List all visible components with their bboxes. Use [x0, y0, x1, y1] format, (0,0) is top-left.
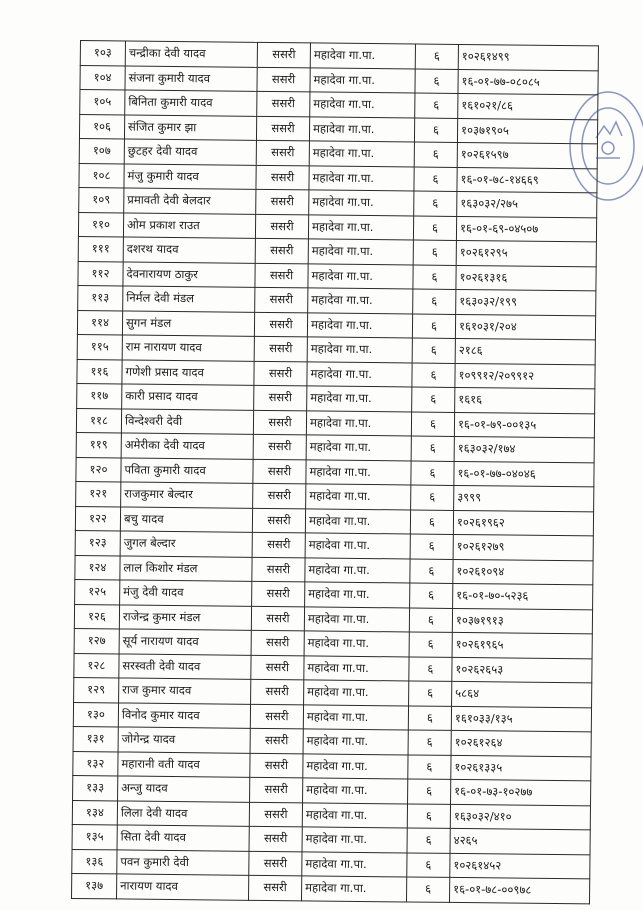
- ward-cell: ६: [411, 436, 454, 461]
- name-cell: सिता देवी यादव: [117, 825, 249, 851]
- ward-cell: ६: [414, 142, 457, 167]
- ward-cell: ६: [412, 362, 455, 387]
- name-cell: मंजु देवी यादव: [120, 580, 252, 606]
- district-cell: ससरी: [251, 679, 304, 704]
- id-number-cell: ४२६५: [450, 828, 590, 854]
- serial-number-cell: १३२: [73, 751, 118, 776]
- name-cell: राम नारायण यादव: [122, 335, 254, 361]
- ward-cell: ६: [415, 44, 458, 69]
- serial-number-cell: १३१: [73, 726, 118, 751]
- ward-cell: ६: [409, 632, 452, 657]
- id-number-cell: १०२६१५९७: [457, 142, 597, 168]
- id-number-cell: १०२६१२७९: [453, 534, 593, 560]
- name-cell: गणेशी प्रसाद यादव: [122, 359, 254, 385]
- id-number-cell: १०२६१२६४: [451, 730, 591, 756]
- municipality-cell: महादेवा गा.पा.: [302, 827, 407, 853]
- serial-number-cell: १२७: [74, 628, 119, 653]
- name-cell: छुटहर देवी यादव: [124, 139, 256, 165]
- id-number-cell: १६-०१-७८-००९७८: [449, 877, 589, 903]
- name-cell: देवनारायण ठाकुर: [123, 261, 255, 287]
- district-cell: ससरी: [254, 336, 307, 361]
- district-cell: ससरी: [254, 312, 307, 337]
- district-cell: ससरी: [249, 851, 302, 876]
- ward-cell: ६: [410, 509, 453, 534]
- id-number-cell: १०२६१२९५: [456, 240, 596, 266]
- office-stamp: [566, 88, 643, 204]
- district-cell: ससरी: [254, 361, 307, 386]
- serial-number-cell: १३६: [72, 849, 117, 874]
- name-cell: राजकुमार बेल्दार: [121, 482, 253, 508]
- district-cell: ससरी: [257, 91, 310, 116]
- ward-cell: ६: [413, 240, 456, 265]
- district-cell: ससरी: [253, 459, 306, 484]
- district-cell: ससरी: [249, 802, 302, 827]
- district-cell: ससरी: [251, 655, 304, 680]
- ward-cell: ६: [414, 167, 457, 192]
- municipality-cell: महादेवा गा.पा.: [310, 92, 415, 118]
- district-cell: ससरी: [254, 385, 307, 410]
- ward-cell: ६: [409, 656, 452, 681]
- ward-cell: ६: [410, 534, 453, 559]
- serial-number-cell: १०६: [79, 114, 124, 139]
- municipality-cell: महादेवा गा.पा.: [308, 239, 413, 265]
- municipality-cell: महादेवा गा.पा.: [307, 337, 412, 363]
- serial-number-cell: १११: [78, 236, 123, 261]
- district-cell: ससरी: [249, 875, 302, 900]
- ward-cell: ६: [413, 289, 456, 314]
- district-cell: ससरी: [253, 434, 306, 459]
- id-number-cell: १६-०१-७३-१०२७७: [451, 779, 591, 805]
- ward-cell: ६: [414, 191, 457, 216]
- municipality-cell: महादेवा गा.पा.: [304, 631, 409, 657]
- municipality-cell: महादेवा गा.पा.: [302, 851, 407, 877]
- id-number-cell: १६१०३१/२०४: [455, 314, 595, 340]
- serial-number-cell: १२४: [75, 555, 120, 580]
- id-number-cell: १६३०३२/१७४: [454, 436, 594, 462]
- ward-cell: ६: [415, 69, 458, 94]
- id-number-cell: १०९९१२/२०९९१२: [455, 363, 595, 389]
- municipality-cell: महादेवा गा.पा.: [309, 165, 414, 191]
- district-cell: ससरी: [250, 777, 303, 802]
- serial-number-cell: ११०: [78, 212, 123, 237]
- municipality-cell: महादेवा गा.पा.: [303, 778, 408, 804]
- name-cell: विनोद कुमार यादव: [118, 702, 250, 728]
- municipality-cell: महादेवा गा.पा.: [302, 802, 407, 828]
- municipality-cell: महादेवा गा.पा.: [305, 557, 410, 583]
- ward-cell: ६: [408, 754, 451, 779]
- serial-number-cell: १२६: [74, 604, 119, 629]
- name-cell: लिला देवी यादव: [117, 800, 249, 826]
- name-cell: ओम प्रकाश राउत: [123, 212, 255, 238]
- ward-cell: ६: [411, 411, 454, 436]
- name-cell: चन्द्रीका देवी यादव: [125, 41, 257, 67]
- id-number-cell: ३९९९: [454, 485, 594, 511]
- district-cell: ससरी: [250, 753, 303, 778]
- municipality-cell: महादेवा गा.पा.: [309, 116, 414, 142]
- id-number-cell: १०२६२६५३: [452, 657, 592, 683]
- municipality-cell: महादेवा गा.पा.: [307, 361, 412, 387]
- district-cell: ससरी: [256, 189, 309, 214]
- serial-number-cell: १०७: [79, 138, 124, 163]
- district-cell: ससरी: [255, 263, 308, 288]
- municipality-cell: महादेवा गा.पा.: [304, 680, 409, 706]
- serial-number-cell: १३०: [73, 702, 118, 727]
- name-cell: राजेन्द्र कुमार मंडल: [119, 604, 251, 630]
- municipality-cell: महादेवा गा.पा.: [306, 459, 411, 485]
- name-cell: प्रमावती देवी बेलदार: [124, 188, 256, 214]
- municipality-cell: महादेवा गा.पा.: [304, 606, 409, 632]
- id-number-cell: १६-०१-७०-५२३६: [453, 583, 593, 609]
- serial-number-cell: ११४: [77, 310, 122, 335]
- district-cell: ससरी: [250, 704, 303, 729]
- id-number-cell: १६-०१-७९-००१३५: [454, 412, 594, 438]
- serial-number-cell: ११८: [76, 408, 121, 433]
- municipality-cell: महादेवा गा.पा.: [310, 67, 415, 93]
- district-cell: ससरी: [252, 581, 305, 606]
- id-number-cell: १६-०१-७७-०४०४६: [454, 461, 594, 487]
- municipality-cell: महादेवा गा.पा.: [309, 141, 414, 167]
- serial-number-cell: १२३: [75, 530, 120, 555]
- name-cell: सूर्य नारायण यादव: [119, 629, 251, 655]
- id-number-cell: १६३०३२/२७५: [457, 191, 597, 217]
- ward-cell: ६: [415, 93, 458, 118]
- municipality-cell: महादेवा गा.पा.: [308, 288, 413, 314]
- id-number-cell: १६३०३२/४१०: [450, 804, 590, 830]
- municipality-cell: महादेवा गा.पा.: [305, 582, 410, 608]
- district-cell: ससरी: [255, 238, 308, 263]
- serial-number-cell: १०८: [79, 163, 124, 188]
- serial-number-cell: ११६: [77, 359, 122, 384]
- id-number-cell: १०२६१०९४: [453, 559, 593, 585]
- district-cell: ससरी: [253, 483, 306, 508]
- district-cell: ससरी: [252, 532, 305, 557]
- district-cell: ससरी: [256, 165, 309, 190]
- district-cell: ससरी: [250, 728, 303, 753]
- id-number-cell: १६१०३३/१३५: [451, 706, 591, 732]
- district-cell: ससरी: [252, 557, 305, 582]
- municipality-cell: महादेवा गा.पा.: [304, 655, 409, 681]
- serial-number-cell: १३७: [72, 873, 117, 898]
- name-cell: विन्देश्वरी देवी: [121, 408, 253, 434]
- municipality-cell: महादेवा गा.पा.: [306, 484, 411, 510]
- serial-number-cell: १२८: [74, 653, 119, 678]
- ward-cell: ६: [410, 558, 453, 583]
- id-number-cell: १०२६१९६५: [452, 632, 592, 658]
- municipality-cell: महादेवा गा.पा.: [307, 386, 412, 412]
- id-number-cell: १६-०१-७८-१४६६९: [457, 167, 597, 193]
- name-cell: पवन कुमारी देवी: [117, 849, 249, 875]
- serial-number-cell: ११७: [77, 383, 122, 408]
- id-number-cell: १०२६१४५२: [450, 853, 590, 879]
- serial-number-cell: १२१: [76, 481, 121, 506]
- name-cell: बिनिता कुमारी यादव: [125, 90, 257, 116]
- name-cell: सरस्वती देवी यादव: [119, 653, 251, 679]
- district-cell: ससरी: [253, 410, 306, 435]
- municipality-cell: महादेवा गा.पा.: [305, 533, 410, 559]
- serial-number-cell: १२०: [76, 457, 121, 482]
- id-number-cell: १६-०१-७७-०८०८५: [458, 69, 598, 95]
- name-cell: बचु यादव: [120, 506, 252, 532]
- id-number-cell: १६३०३२/१९९: [456, 289, 596, 315]
- serial-number-cell: १३४: [72, 800, 117, 825]
- id-number-cell: १०२६१४९९: [458, 44, 598, 70]
- district-cell: ससरी: [257, 67, 310, 92]
- ward-cell: ६: [411, 485, 454, 510]
- name-cell: लाल किशोर मंडल: [120, 555, 252, 581]
- id-number-cell: ५८६४: [452, 681, 592, 707]
- name-cell: महारानी वती यादव: [118, 751, 250, 777]
- name-cell: संजना कुमारी यादव: [125, 65, 257, 91]
- municipality-cell: महादेवा गा.पा.: [310, 43, 415, 69]
- ward-cell: ६: [410, 583, 453, 608]
- id-number-cell: २१८६: [455, 338, 595, 364]
- district-cell: ससरी: [252, 508, 305, 533]
- municipality-cell: महादेवा गा.पा.: [306, 410, 411, 436]
- ward-cell: ६: [408, 730, 451, 755]
- serial-number-cell: १०४: [80, 65, 125, 90]
- ward-cell: ६: [407, 852, 450, 877]
- ward-cell: ६: [413, 265, 456, 290]
- district-cell: ससरी: [257, 42, 310, 67]
- district-cell: ससरी: [255, 214, 308, 239]
- serial-number-cell: ११९: [76, 432, 121, 457]
- ward-cell: ६: [408, 705, 451, 730]
- beneficiary-table: [71, 40, 599, 904]
- id-number-cell: १०२६१९६२: [453, 510, 593, 536]
- ward-cell: ६: [406, 877, 449, 902]
- name-cell: कारी प्रसाद यादव: [122, 384, 254, 410]
- name-cell: पविता कुमारी यादव: [121, 457, 253, 483]
- municipality-cell: महादेवा गा.पा.: [303, 729, 408, 755]
- district-cell: ससरी: [249, 826, 302, 851]
- ward-cell: ६: [412, 387, 455, 412]
- serial-number-cell: १२९: [74, 677, 119, 702]
- name-cell: संजित कुमार झा: [124, 114, 256, 140]
- ward-cell: ६: [412, 338, 455, 363]
- serial-number-cell: १३३: [73, 775, 118, 800]
- name-cell: सुगन मंडल: [122, 310, 254, 336]
- municipality-cell: महादेवा गा.पा.: [305, 508, 410, 534]
- id-number-cell: १६-०१-६९-०४५०७: [456, 216, 596, 242]
- municipality-cell: महादेवा गा.पा.: [308, 214, 413, 240]
- serial-number-cell: १०५: [80, 90, 125, 115]
- name-cell: राज कुमार यादव: [119, 678, 251, 704]
- ward-cell: ६: [407, 828, 450, 853]
- id-number-cell: १०२६१३३५: [451, 755, 591, 781]
- serial-number-cell: ११५: [77, 334, 122, 359]
- serial-number-cell: १२५: [75, 579, 120, 604]
- serial-number-cell: १०३: [80, 41, 125, 66]
- id-number-cell: १०२६१३१६: [456, 265, 596, 291]
- table-row: [72, 873, 590, 903]
- name-cell: जोगेन्द्र यादव: [118, 727, 250, 753]
- ward-cell: ६: [413, 216, 456, 241]
- serial-number-cell: ११२: [78, 261, 123, 286]
- ward-cell: ६: [409, 607, 452, 632]
- name-cell: निर्मल देवी मंडल: [123, 286, 255, 312]
- municipality-cell: महादेवा गा.पा.: [309, 190, 414, 216]
- name-cell: नारायण यादव: [117, 874, 249, 900]
- ward-cell: ६: [412, 313, 455, 338]
- name-cell: दशरथ यादव: [123, 237, 255, 263]
- district-cell: ससरी: [251, 630, 304, 655]
- name-cell: अमेरीका देवी यादव: [121, 433, 253, 459]
- id-number-cell: १०३७१९०५: [457, 118, 597, 144]
- serial-number-cell: १३५: [72, 824, 117, 849]
- serial-number-cell: ११३: [78, 285, 123, 310]
- municipality-cell: महादेवा गा.पा.: [303, 704, 408, 730]
- id-number-cell: १६१६: [455, 387, 595, 413]
- table-body: [72, 41, 599, 904]
- municipality-cell: महादेवा गा.पा.: [303, 753, 408, 779]
- district-cell: ससरी: [256, 116, 309, 141]
- id-number-cell: १०३७१९१३: [452, 608, 592, 634]
- district-cell: ससरी: [255, 287, 308, 312]
- id-number-cell: १६१०२१/८६: [458, 93, 598, 119]
- district-cell: ससरी: [251, 606, 304, 631]
- ward-cell: ६: [414, 118, 457, 143]
- serial-number-cell: १०९: [79, 187, 124, 212]
- district-cell: ससरी: [256, 140, 309, 165]
- municipality-cell: महादेवा गा.पा.: [307, 312, 412, 338]
- name-cell: मंजु कुमारी यादव: [124, 163, 256, 189]
- ward-cell: ६: [411, 460, 454, 485]
- serial-number-cell: १२२: [75, 506, 120, 531]
- municipality-cell: महादेवा गा.पा.: [306, 435, 411, 461]
- ward-cell: ६: [409, 681, 452, 706]
- name-cell: अन्जु यादव: [118, 776, 250, 802]
- ward-cell: ६: [408, 779, 451, 804]
- ward-cell: ६: [407, 803, 450, 828]
- name-cell: जुगल बेल्दार: [120, 531, 252, 557]
- municipality-cell: महादेवा गा.पा.: [308, 263, 413, 289]
- municipality-cell: महादेवा गा.पा.: [302, 876, 407, 902]
